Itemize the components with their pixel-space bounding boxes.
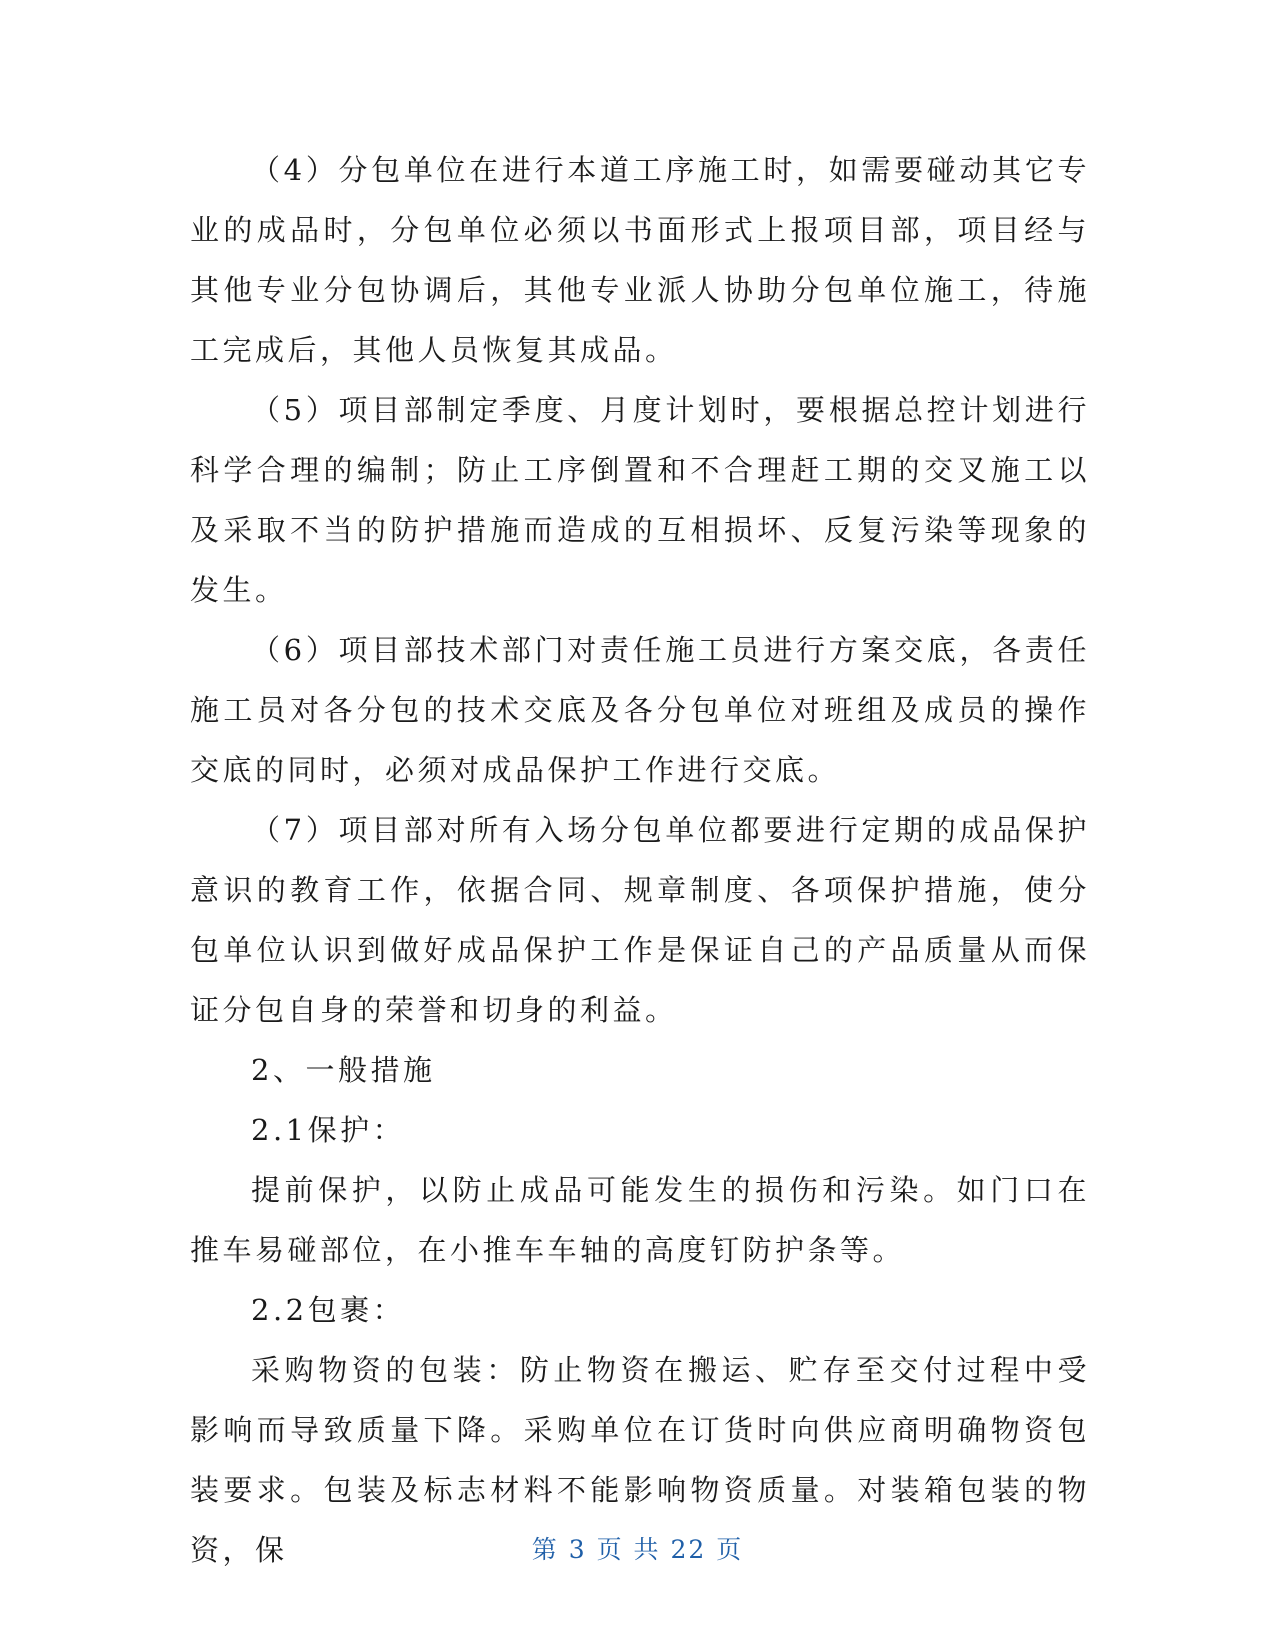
subheading-protection: 2.1保护： bbox=[251, 1113, 406, 1147]
paragraph-packaging: 采购物资的包装：防止物资在搬运、贮存至交付过程中受影响而导致质量下降。采购单位在订货时向供应商明确物资包装要求。包装及标志材料不能影响物资质量。对装箱包装的物资，保 bbox=[190, 1353, 1090, 1567]
paragraph-item-4: （4）分包单位在进行本道工序施工时，如需要碰动其它专业的成品时，分包单位必须以书面形式上报项目部，项目经与其他专业分包协调后，其他专业派人协助分包单位施工，待施工完成后，其他人员恢复其成品。 bbox=[190, 153, 1090, 367]
paragraph-protection: 提前保护，以防止成品可能发生的损伤和污染。如门口在推车易碰部位，在小推车车轴的高度钉防护条等。 bbox=[190, 1173, 1090, 1267]
paragraph-item-7: （7）项目部对所有入场分包单位都要进行定期的成品保护意识的教育工作，依据合同、规章制度、各项保护措施，使分包单位认识到做好成品保护工作是保证自己的产品质量从而保证分包自身的荣誉和切身的利益。 bbox=[190, 813, 1090, 1027]
section-heading-general-measures: 2、一般措施 bbox=[251, 1053, 436, 1087]
document-body bbox=[190, 140, 1090, 1580]
paragraph-item-6: （6）项目部技术部门对责任施工员进行方案交底，各责任施工员对各分包的技术交底及各分包单位对班组及成员的操作交底的同时，必须对成品保护工作进行交底。 bbox=[190, 633, 1090, 787]
paragraph-item-5: （5）项目部制定季度、月度计划时，要根据总控计划进行科学合理的编制；防止工序倒置和不合理赶工期的交叉施工以及采取不当的防护措施而造成的互相损坏、反复污染等现象的发生。 bbox=[190, 393, 1090, 607]
page-number-footer: 第 3 页 共 22 页 bbox=[531, 1535, 744, 1564]
subheading-wrapping: 2.2包裹： bbox=[251, 1293, 406, 1327]
